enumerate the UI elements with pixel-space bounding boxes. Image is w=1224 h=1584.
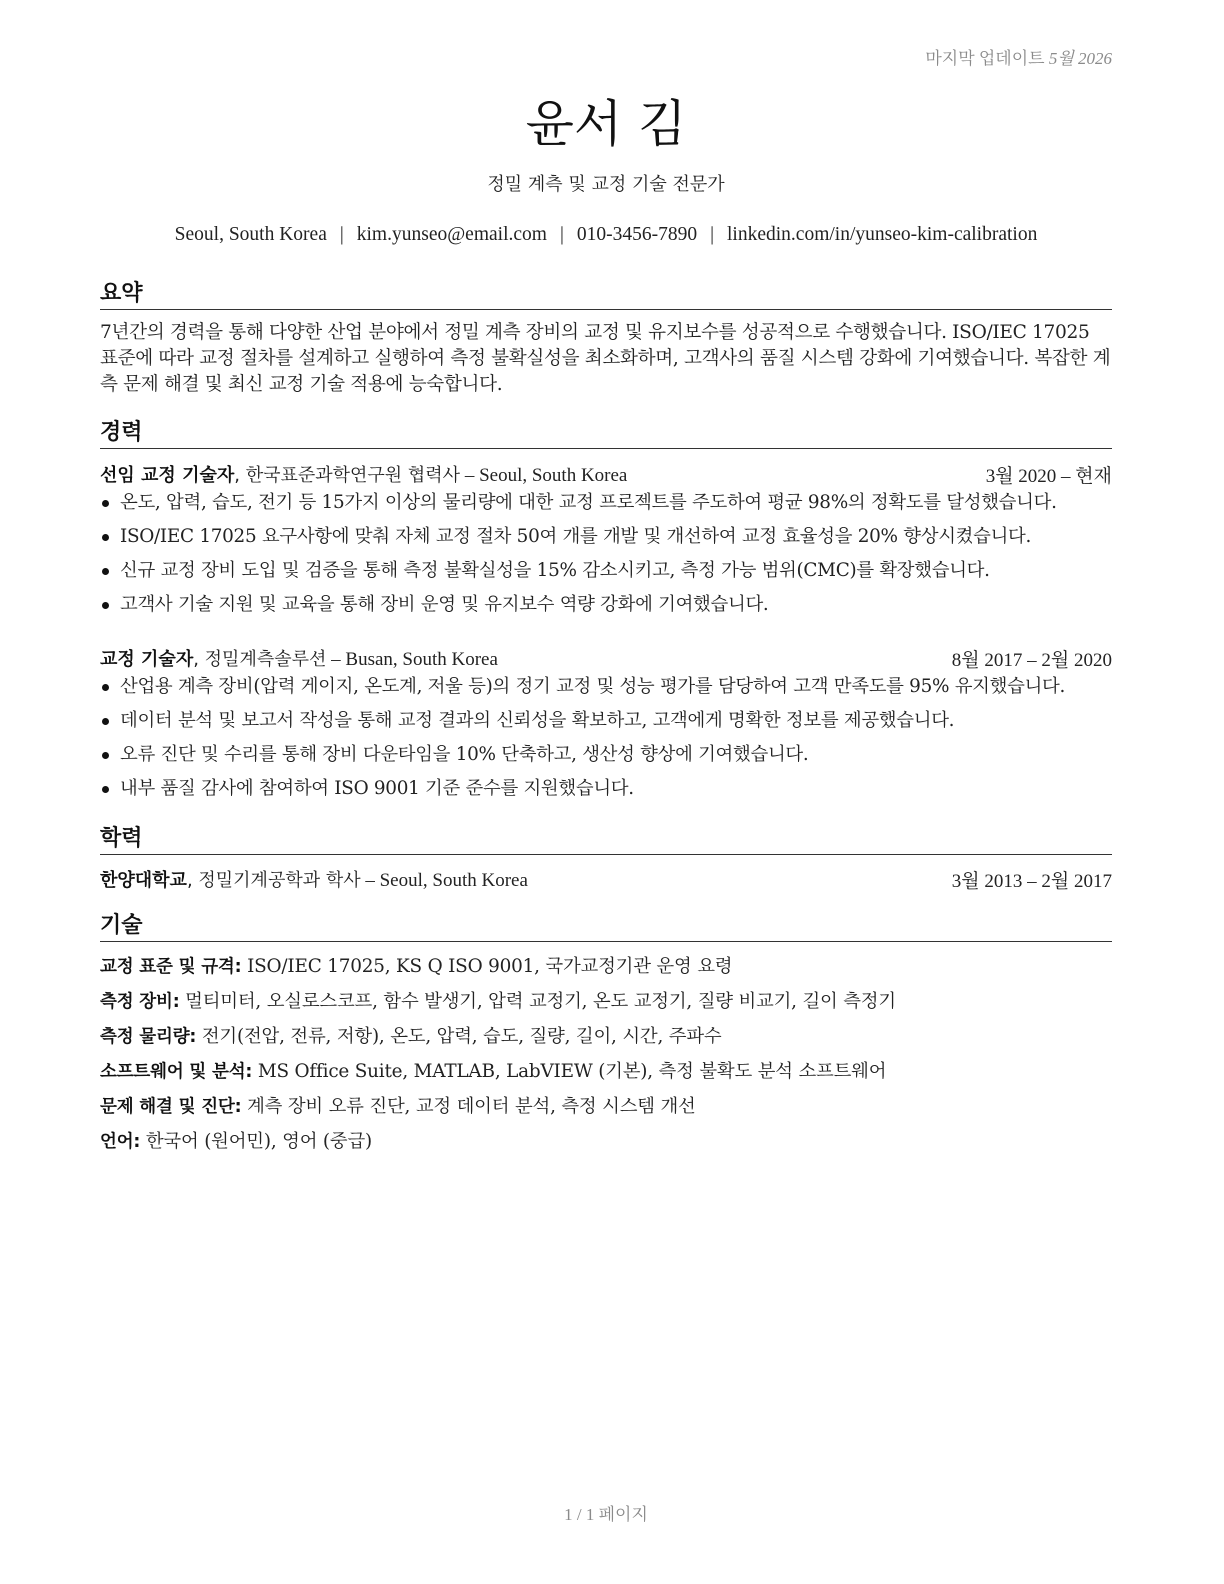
- skill-label: 측정 물리량:: [100, 1027, 197, 1047]
- skill-item: [100, 1127, 1112, 1162]
- list-item: 고객사 기술 지원 및 교육을 통해 장비 운영 및 유지보수 역량 강화에 기여했습니다.: [100, 590, 1112, 624]
- last-updated: [925, 44, 1112, 69]
- job-bullets: [100, 672, 1112, 808]
- job-org: , 한국표준과학연구원 협력사: [234, 465, 461, 486]
- skill-label: 교정 표준 및 규격:: [100, 957, 242, 977]
- education-location: – Seoul, South Korea: [360, 870, 528, 891]
- list-item: 신규 교정 장비 도입 및 검증을 통해 측정 불확실성을 15% 감소시키고, 측정 가능 범위(CMC)를 확장했습니다.: [100, 556, 1112, 590]
- list-item: ISO/IEC 17025 요구사항에 맞춰 자체 교정 절차 50여 개를 개발 및 개선하여 교정 효율성을 20% 향상시켰습니다.: [100, 522, 1112, 556]
- section-title-summary: 요약: [100, 276, 1112, 310]
- skill-value: ISO/IEC 17025, KS Q ISO 9001, 국가교정기관 운영 요령: [241, 956, 733, 977]
- skill-label: 문제 해결 및 진단:: [100, 1097, 242, 1117]
- job-header: [100, 645, 1112, 672]
- job-role: 교정 기술자: [100, 649, 194, 670]
- job-header: [100, 461, 1112, 488]
- list-item: 오류 진단 및 수리를 통해 장비 다운타임을 10% 단축하고, 생산성 향상에 기여했습니다.: [100, 740, 1112, 774]
- skill-value: 계측 장비 오류 진단, 교정 데이터 분석, 측정 시스템 개선: [241, 1096, 696, 1117]
- skill-item: [100, 1057, 1112, 1092]
- education-degree: , 정밀기계공학과 학사: [186, 870, 361, 891]
- list-item: 산업용 계측 장비(압력 게이지, 온도계, 저울 등)의 정기 교정 및 성능 평가를 담당하여 고객 만족도를 95% 유지했습니다.: [100, 672, 1112, 706]
- skill-item: [100, 952, 1112, 987]
- job-bullets: [100, 488, 1112, 624]
- job-dates: 3월 2020 – 현재: [985, 466, 1112, 487]
- resume-page: [100, 0, 1112, 1584]
- job-role: 선임 교정 기술자: [100, 465, 235, 486]
- skills-list: [100, 952, 1112, 1162]
- list-item: 데이터 분석 및 보고서 작성을 통해 교정 결과의 신뢰성을 확보하고, 고객에게 명확한 정보를 제공했습니다.: [100, 706, 1112, 740]
- contact-location: Seoul, South Korea: [174, 224, 327, 245]
- section-title-experience: 경력: [100, 415, 1112, 449]
- summary-text: 7년간의 경력을 통해 다양한 산업 분야에서 정밀 계측 장비의 교정 및 유지보수를 성공적으로 수행했습니다. ISO/IEC 17025 표준에 따라 교정 절차를 설계하고 실행하여 측정 불확실성을 최소화하며, 고객사의 품질 시스템 강화에 기여했습니다. 복잡한 계측 문제 해결 및 최신 교정 기술 적용에 능숙합니다.: [100, 322, 1111, 395]
- skill-item: [100, 987, 1112, 1022]
- education-dates: 3월 2013 – 2월 2017: [951, 871, 1112, 892]
- section-title-skills: 기술: [100, 908, 1112, 942]
- contact-separator: |: [559, 224, 564, 245]
- contact-email[interactable]: kim.yunseo@email.com: [356, 224, 547, 245]
- skill-label: 측정 장비:: [100, 992, 180, 1012]
- contact-separator: |: [339, 224, 344, 245]
- skill-item: [100, 1092, 1112, 1127]
- skill-value: MS Office Suite, MATLAB, LabVIEW (기본), 측정 불확도 분석 소프트웨어: [252, 1061, 887, 1082]
- list-item: 온도, 압력, 습도, 전기 등 15가지 이상의 물리량에 대한 교정 프로젝트를 주도하여 평균 98%의 정확도를 달성했습니다.: [100, 488, 1112, 522]
- page-number: 1 / 1 페이지: [564, 1505, 648, 1524]
- skill-value: 한국어 (원어민), 영어 (중급): [140, 1131, 373, 1152]
- person-name: 윤서 김: [525, 95, 687, 153]
- last-updated-date: 5월 2026: [1048, 49, 1112, 68]
- contact-phone: 010-3456-7890: [576, 224, 698, 245]
- job-location: – Busan, South Korea: [326, 649, 498, 670]
- job-title-line: [100, 645, 498, 672]
- contact-linkedin[interactable]: linkedin.com/in/yunseo-kim-calibration: [727, 224, 1038, 245]
- job-tagline: 정밀 계측 및 교정 기술 전문가: [487, 174, 725, 195]
- education-entry: [100, 866, 1112, 893]
- job-dates: 8월 2017 – 2월 2020: [951, 650, 1112, 671]
- skill-value: 전기(전압, 전류, 저항), 온도, 압력, 습도, 질량, 길이, 시간, 주파수: [196, 1026, 722, 1047]
- job-org: , 정밀계측솔루션: [193, 649, 327, 670]
- job-title-line: [100, 461, 627, 488]
- contact-line: [100, 224, 1112, 246]
- last-updated-label: 마지막 업데이트: [925, 49, 1045, 68]
- skill-label: 언어:: [100, 1132, 141, 1152]
- job-location: – Seoul, South Korea: [460, 465, 628, 486]
- contact-separator: |: [710, 224, 715, 245]
- section-title-education: 학력: [100, 821, 1112, 855]
- skill-label: 소프트웨어 및 분석:: [100, 1062, 253, 1082]
- skill-value: 멀티미터, 오실로스코프, 함수 발생기, 압력 교정기, 온도 교정기, 질량 비교기, 길이 측정기: [179, 991, 896, 1012]
- skill-item: [100, 1022, 1112, 1057]
- education-line: [100, 866, 528, 893]
- education-school: 한양대학교: [100, 870, 187, 891]
- list-item: 내부 품질 감사에 참여하여 ISO 9001 기준 준수를 지원했습니다.: [100, 774, 1112, 808]
